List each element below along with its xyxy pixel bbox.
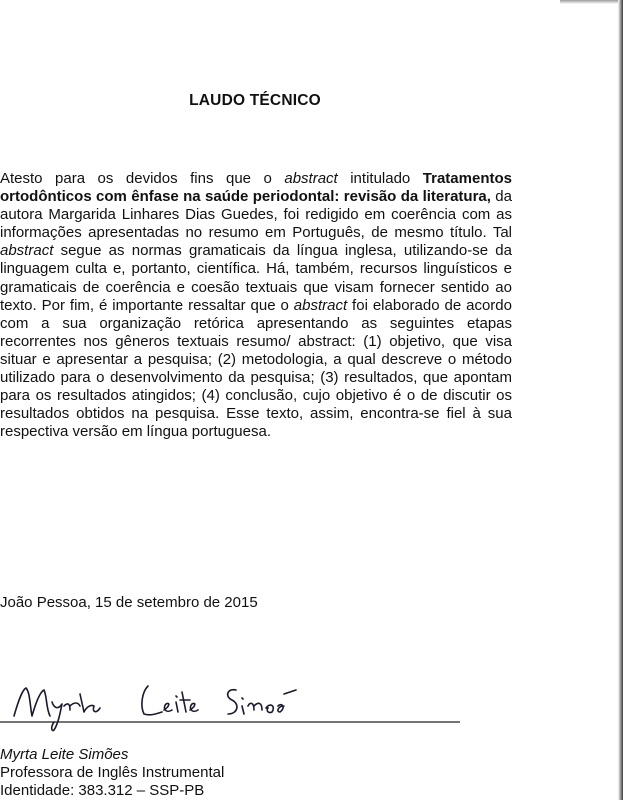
- scan-edge-right: [618, 0, 623, 800]
- body-segment-1: Atesto para os devidos fins que o: [0, 170, 285, 187]
- scan-edge-top: [560, 0, 623, 4]
- body-segment-4: segue as normas gramaticais da língua inglesa, utilizando-se da linguagem culta e, portanto, científica. Há, também, recursos linguísticos e gramaticais de coerência e coesão textuais que visam fornecer sentido ao texto. Por fim, é importante ressaltar que o: [0, 242, 512, 314]
- article-title: Tratamentos ortodônticos com ênfase na saúde periodontal: revisão da literatura,: [0, 170, 512, 206]
- body-paragraph: [0, 170, 512, 441]
- body-segment-2: intitulado: [337, 170, 423, 187]
- date-line: João Pessoa, 15 de setembro de 2015: [0, 594, 258, 611]
- body-text: [0, 170, 512, 441]
- abstract-term: abstract: [293, 296, 348, 314]
- abstract-term: abstract: [0, 242, 54, 260]
- body-segment-5: foi elaborado de acordo com a sua organização retórica apresentando as seguintes etapas recorrentes nos gêneros textuais resumo/ abstract: (1) objetivo, que visa situar e apresentar a pesquisa; (2) metodologia, a qual descreve o método utilizado para o desenvolvimento da pesquisa; (3) resultados, que apontam para os resultados atingidos; (4) conclusão, cujo objetivo é o de discutir os resultados obtidos na pesquisa. Esse texto, assim, encontra-se fiel à sua respectiva versão em língua portuguesa.: [0, 296, 512, 441]
- handwritten-signature: [0, 672, 470, 732]
- signer-identity: Identidade: 383.312 – SSP-PB: [0, 782, 205, 799]
- signer-role: Professora de Inglês Instrumental: [0, 764, 225, 781]
- document-title: LAUDO TÉCNICO: [189, 92, 321, 109]
- abstract-term: abstract: [284, 170, 338, 187]
- body-segment-3: da autora Margarida Linhares Dias Guedes, foi redigido em coerência com as informações apresentadas no resumo em Português, de mesmo título. Tal: [0, 188, 512, 242]
- signer-name: Myrta Leite Simões: [0, 746, 129, 763]
